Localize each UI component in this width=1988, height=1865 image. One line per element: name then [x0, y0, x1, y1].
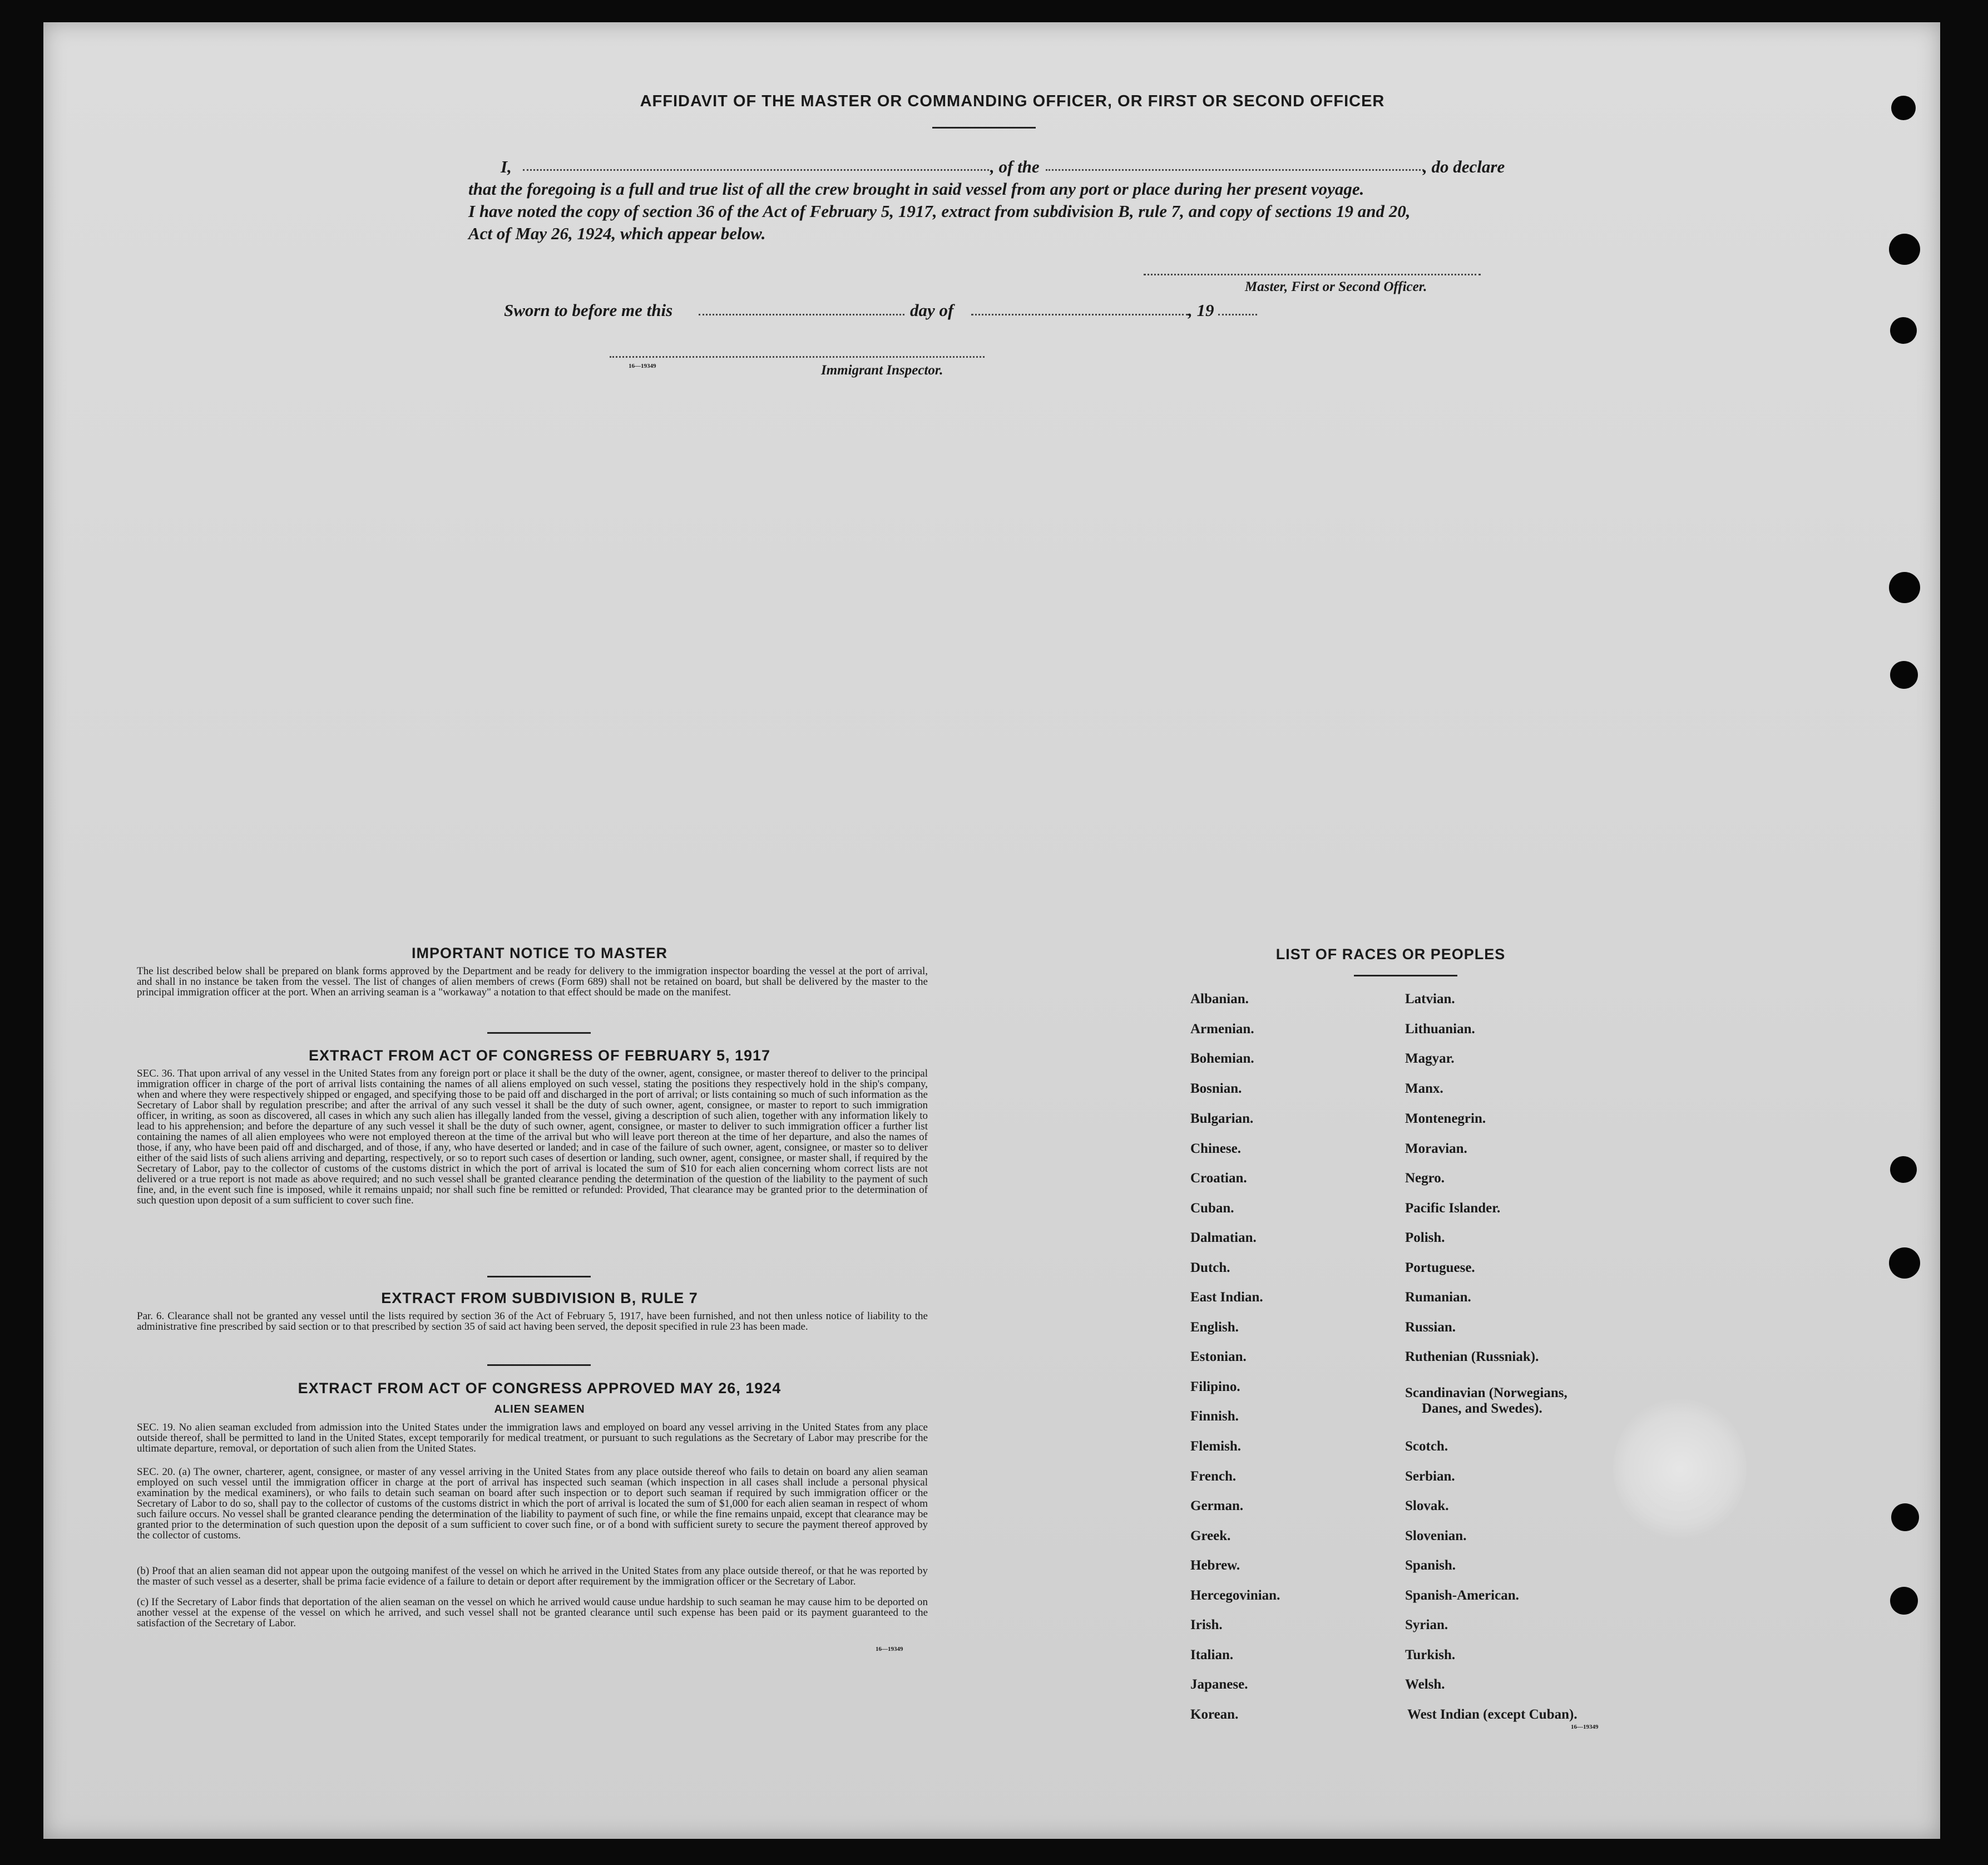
race-item: Spanish. — [1405, 1558, 1456, 1573]
race-item: Hebrew. — [1190, 1558, 1240, 1573]
race-item: Flemish. — [1190, 1439, 1241, 1454]
race-item: Hercegovinian. — [1190, 1588, 1280, 1603]
race-item: German. — [1190, 1498, 1244, 1513]
race-item: Portuguese. — [1405, 1260, 1475, 1275]
extract-1924-title: EXTRACT FROM ACT OF CONGRESS APPROVED MAY 26, 1924 — [298, 1380, 782, 1397]
race-item: Pacific Islander. — [1405, 1201, 1501, 1216]
race-item: Magyar. — [1405, 1051, 1455, 1066]
race-item: Filipino. — [1190, 1379, 1240, 1394]
races-title-underline — [1354, 975, 1457, 976]
form-number: 16—19349 — [1571, 1724, 1599, 1730]
race-item: Estonian. — [1190, 1349, 1247, 1364]
race-item: Polish. — [1405, 1230, 1445, 1245]
race-item: Russian. — [1405, 1320, 1456, 1335]
race-item: Japanese. — [1190, 1677, 1248, 1692]
race-item: French. — [1190, 1469, 1237, 1484]
binder-hole — [1889, 572, 1920, 603]
race-item: Scotch. — [1405, 1439, 1448, 1454]
master-signature-label: Master, First or Second Officer. — [1245, 279, 1427, 294]
races-title: LIST OF RACES OR PEOPLES — [1275, 946, 1506, 963]
affidavit-line-3: I have noted the copy of section 36 of the Act of February 5, 1917, extract from subdivision B, rule 7, and copy of sections 19 and 20, — [468, 201, 1411, 221]
race-item: Montenegrin. — [1405, 1111, 1486, 1126]
race-item: Korean. — [1190, 1707, 1239, 1722]
vessel-blank-field[interactable] — [1046, 169, 1424, 171]
race-item: East Indian. — [1190, 1290, 1263, 1305]
affidavit-i: I, — [501, 157, 512, 176]
race-item: Slovak. — [1405, 1498, 1449, 1513]
race-item: Scandinavian (Norwegians, — [1405, 1385, 1567, 1400]
sworn-year-field[interactable] — [1218, 314, 1257, 315]
race-item: Negro. — [1405, 1171, 1445, 1186]
race-item: Italian. — [1190, 1647, 1234, 1662]
race-item: Albanian. — [1190, 991, 1249, 1006]
race-item: Welsh. — [1405, 1677, 1445, 1692]
race-item: West Indian (except Cuban). — [1407, 1707, 1577, 1722]
race-item: Lithuanian. — [1405, 1022, 1475, 1037]
race-item: Dutch. — [1190, 1260, 1230, 1275]
notice-text: The list described below shall be prepared on blank forms approved by the Department and be ready for delivery to the immigration inspector boarding the vessel at the port of arrival, and shall in no instance be taken from the vessel. The list of changes of alien members of crews (Form 689) shall not be retained on board, but shall be delivered by the master to the principal immigration officer at the port. When an arriving seaman is a "workaway" a notation to that effect should be made on the manifest. — [137, 965, 928, 998]
binder-hole — [1889, 234, 1920, 265]
race-item: Croatian. — [1190, 1171, 1247, 1186]
race-item: Manx. — [1405, 1081, 1443, 1096]
race-item: Bohemian. — [1190, 1051, 1254, 1066]
race-item: Rumanian. — [1405, 1290, 1471, 1305]
extract-1917-text: SEC. 36. That upon arrival of any vessel in the United States from any foreign port or place it shall be the duty of the owner, agent, consignee, or master thereof to deliver to the principal immigration officer in charge of the port of arrival lists containing the names of all aliens employed on such vessel, stating the positions they respectively hold in the ship's company, when and where they were respectively shipped or engaged, and specifying those to be paid off and discharged in the port of arrival; or lists containing so much of such information as the Secretary of Labor shall by regulation prescribe; and after the arrival of any such vessel it shall be the duty of such owner, agent, consignee, or master to report to such immigration officer, in writing, as soon as discovered, all cases in which any such alien has illegally landed from the vessel, giving a description of such alien, together with any information likely to lead to his apprehension; and before the departure of any such vessel it shall be the duty of such owner, agent, consignee, or master to deliver to such immigration officer a further list containing the names of all alien employees who were not employed thereon at the time of the arrival but who will leave port thereon at the time of her departure, and also the names of those, if any, who have been paid off and discharged, and of those, if any, who have deserted or landed; and in case of the failure of such owner, agent, consignee, or master so to deliver either of the said lists of such aliens arriving and departing, respectively, or so to report such cases of desertion or landing, such owner, agent, consignee, or master shall, if required by the Secretary of Labor, pay to the collector of customs of the customs district in which the port of arrival is located the sum of $10 for each alien concerning whom correct lists are not delivered or a true report is not made as above required; and no such vessel shall be granted clearance pending the determination of the question of the liability to the payment of such fine, and, in the event such fine is imposed, while it remains unpaid; nor shall such fine be remitted or refunded: Provided, That clearance may be granted prior to the determination of such question upon deposit of a sum sufficient to cover such fine. — [137, 1068, 928, 1206]
race-item: Syrian. — [1405, 1617, 1448, 1632]
race-item: Irish. — [1190, 1617, 1223, 1632]
sec-20b-text: (b) Proof that an alien seaman did not appear upon the outgoing manifest of the vessel on which he arrived in the United States from any place outside thereof, or that he was reported by the master of such vessel as a deserter, shall be prima facie evidence of a failure to detain or deport after requirement by the immigration officer or the Secretary of Labor. — [137, 1565, 928, 1587]
extract-1917-title: EXTRACT FROM ACT OF CONGRESS OF FEBRUARY 5, 1917 — [308, 1047, 771, 1064]
section-divider — [487, 1032, 591, 1034]
title-underline — [932, 127, 1036, 129]
race-item: Latvian. — [1405, 991, 1455, 1006]
sec-20a-text: SEC. 20. (a) The owner, charterer, agent, consignee, or master of any vessel arriving in the United States from any place outside thereof who fails to detain on board any alien seaman employed on such vessel until the immigration officer in charge at the port of arrival has inspected such seaman (which inspection in all cases shall include a personal physical examination by the medical examiners), or who fails to detain such seaman on board after such inspection or to deport such seaman if required by such immigration officer or the Secretary of Labor to do so, shall pay to the collector of customs of the customs district in which the port of arrival is located the sum of $1,000 for each alien seaman in respect of whom such failure occurs. No vessel shall be granted clearance pending the determination of the liability to payment of such fine, or while the fine remains unpaid, except that clearance may be granted prior to the determination of such question upon the deposit of a sum sufficient to cover such fine, or of a bond with sufficient surety to secure the payment thereof approved by the collector of customs. — [137, 1466, 928, 1541]
sworn-text: Sworn to before me this — [504, 300, 673, 320]
name-blank-field[interactable] — [523, 169, 989, 171]
subdivision-b-title: EXTRACT FROM SUBDIVISION B, RULE 7 — [381, 1290, 698, 1306]
form-number: 16—19349 — [629, 363, 656, 369]
affidavit-do-declare: , do declare — [1423, 157, 1505, 176]
section-divider — [487, 1276, 591, 1277]
sworn-month-field[interactable] — [971, 314, 1188, 315]
race-item: Dalmatian. — [1190, 1230, 1257, 1245]
race-item: Spanish-American. — [1405, 1588, 1519, 1603]
binder-hole — [1890, 1156, 1917, 1183]
year-prefix: , 19 — [1188, 300, 1214, 320]
race-item: Danes, and Swedes). — [1422, 1401, 1542, 1416]
binder-hole — [1891, 1503, 1919, 1531]
inspector-signature-line[interactable] — [610, 356, 985, 358]
race-item: Finnish. — [1190, 1409, 1239, 1424]
embossed-seal — [1613, 1397, 1747, 1541]
affidavit-line-4: Act of May 26, 1924, which appear below. — [468, 224, 766, 243]
race-item: Serbian. — [1405, 1469, 1455, 1484]
race-item: Armenian. — [1190, 1022, 1254, 1037]
sec-20c-text: (c) If the Secretary of Labor finds that deportation of the alien seaman on the vessel on which he arrived would cause undue hardship to such seaman he may cause him to be deported on another vessel at the expense of the vessel on which he arrived, and such vessel shall not be granted clearance until such expense has been paid or its payment guaranteed to the satisfaction of the Secretary of Labor. — [137, 1596, 928, 1629]
master-signature-line[interactable] — [1144, 274, 1481, 275]
binder-hole — [1889, 1247, 1920, 1279]
race-item: Greek. — [1190, 1528, 1231, 1543]
race-item: Turkish. — [1405, 1647, 1456, 1662]
sec-19-text: SEC. 19. No alien seaman excluded from admission into the United States under the immigration laws and employed on board any vessel arriving in the United States from any place outside thereof, shall be permitted to land in the United States, except temporarily for medical treatment, or pursuant to such regulations as the Secretary of Labor may prescribe for the ultimate departure, removal, or deportation of such alien from the United States. — [137, 1422, 928, 1454]
day-of-text: day of — [910, 300, 954, 320]
race-item: Bosnian. — [1190, 1081, 1242, 1096]
inspector-label: Immigrant Inspector. — [821, 363, 943, 378]
alien-seamen-subtitle: ALIEN SEAMEN — [494, 1403, 585, 1415]
race-item: English. — [1190, 1320, 1239, 1335]
form-number: 16—19349 — [876, 1646, 903, 1652]
race-item: Chinese. — [1190, 1141, 1241, 1156]
binder-hole — [1890, 661, 1918, 689]
notice-title: IMPORTANT NOTICE TO MASTER — [412, 945, 667, 961]
race-item: Slovenian. — [1405, 1528, 1467, 1543]
section-divider — [487, 1364, 591, 1366]
binder-hole — [1890, 1587, 1918, 1615]
binder-hole — [1891, 96, 1916, 120]
race-item: Ruthenian (Russniak). — [1405, 1349, 1539, 1364]
affidavit-title: AFFIDAVIT OF THE MASTER OR COMMANDING OFFICER, OR FIRST OR SECOND OFFICER — [640, 92, 1385, 110]
subdivision-b-text: Par. 6. Clearance shall not be granted any vessel until the lists required by section 36 of the Act of February 5, 1917, have been furnished, and not then unless notice of liability to the administrative fine prescribed by said section or to that prescribed by section 35 of said act having been served, the deposit specified in rule 23 has been made. — [137, 1310, 928, 1333]
affidavit-line-2: that the foregoing is a full and true list of all the crew brought in said vessel from any port or place during her present voyage. — [468, 179, 1364, 199]
race-item: Cuban. — [1190, 1201, 1234, 1216]
binder-hole — [1890, 317, 1917, 344]
race-item: Bulgarian. — [1190, 1111, 1254, 1126]
sworn-day-field[interactable] — [699, 314, 904, 315]
affidavit-of-the: , of the — [990, 157, 1040, 176]
race-item: Moravian. — [1405, 1141, 1467, 1156]
